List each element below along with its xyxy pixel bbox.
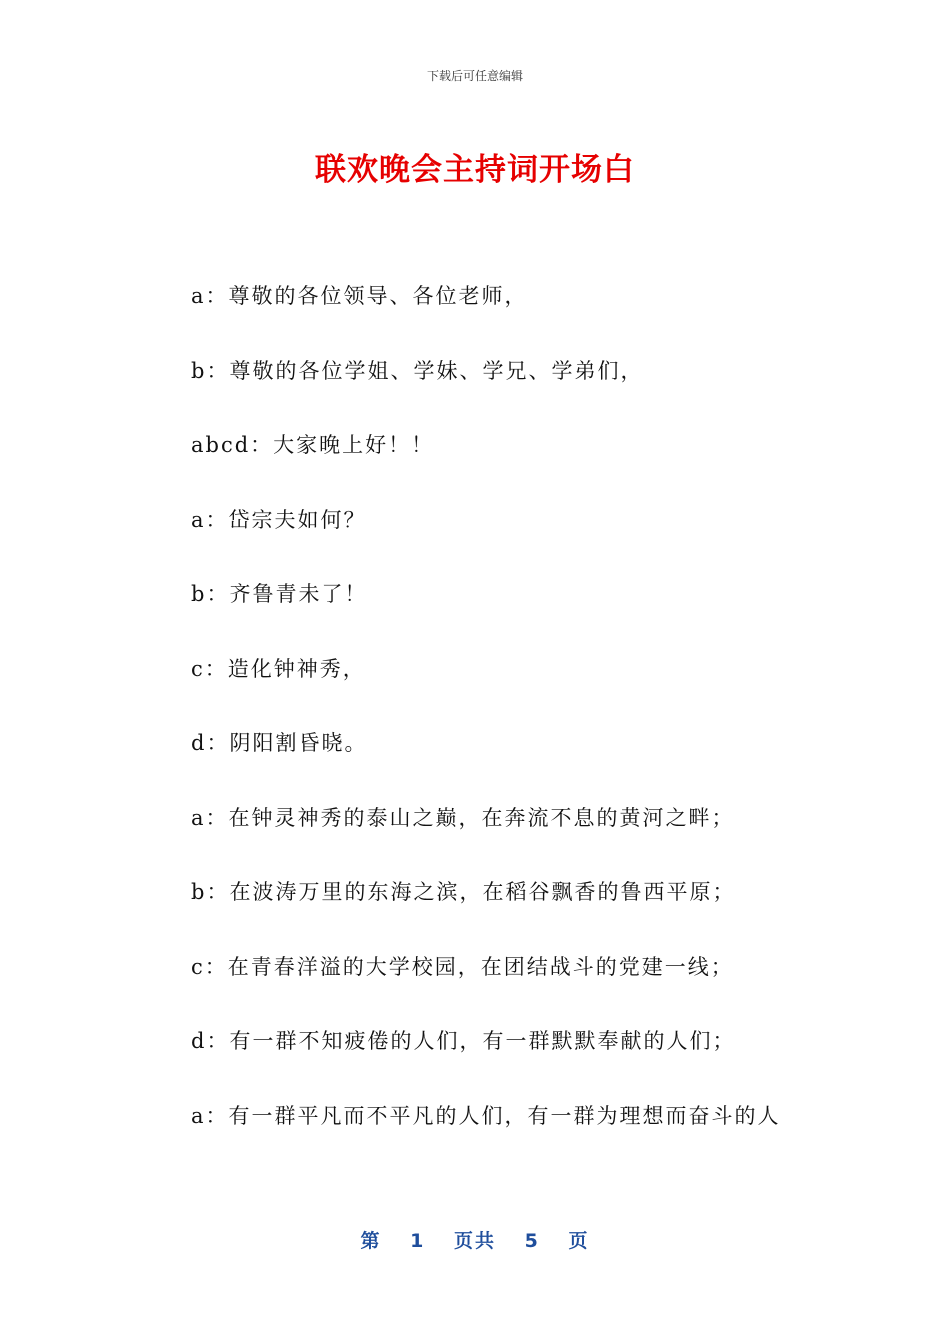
- script-line: c：在青春洋溢的大学校园，在团结战斗的党建一线；: [191, 954, 734, 979]
- script-line: a：在钟灵神秀的泰山之巅，在奔流不息的黄河之畔；: [191, 805, 735, 830]
- script-line: a：有一群平凡而不平凡的人们，有一群为理想而奋斗的人: [191, 1103, 781, 1128]
- script-line: abcd：大家晚上好！！: [191, 433, 435, 457]
- page-number-footer: 第 1 页共 5 页: [360, 1230, 590, 1252]
- script-line: a：岱宗夫如何？: [191, 507, 367, 532]
- script-line: b：尊敬的各位学姐、学妹、学兄、学弟们，: [191, 358, 644, 383]
- header-note: 下载后可任意编辑: [426, 69, 523, 83]
- script-body: [191, 280, 831, 1174]
- script-line: b：齐鲁青未了！: [191, 582, 368, 606]
- script-line: d：有一群不知疲倦的人们，有一群默默奉献的人们；: [191, 1029, 736, 1053]
- script-line: b：在波涛万里的东海之滨，在稻谷飘香的鲁西平原；: [191, 880, 736, 904]
- document-title: 联欢晚会主持词开场白: [315, 152, 635, 188]
- script-line: c：造化钟神秀，: [191, 656, 366, 681]
- script-line: d：阴阳割昏晓。: [191, 731, 368, 755]
- script-line: a：尊敬的各位领导、各位老师，: [191, 284, 528, 308]
